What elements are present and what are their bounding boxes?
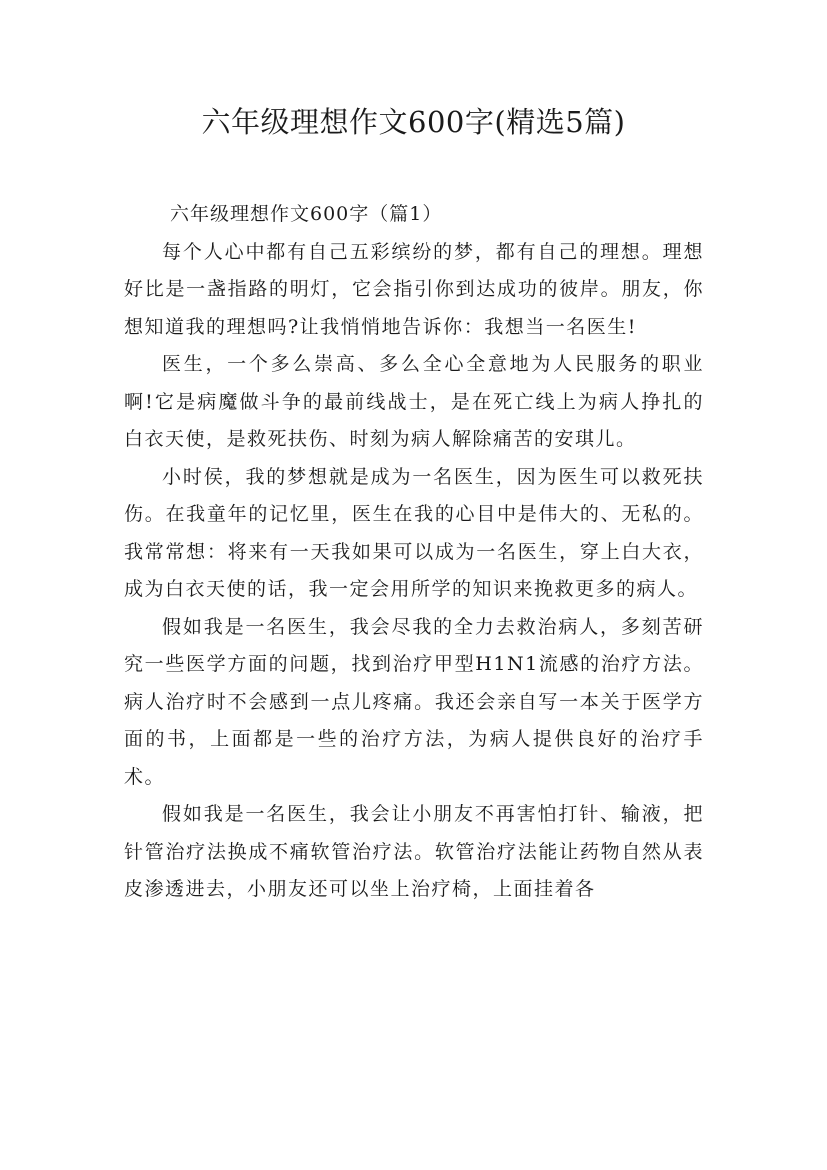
paragraph-2: 医生，一个多么崇高、多么全心全意地为人民服务的职业啊!它是病魔做斗争的最前线战士，是在死亡线上为病人挣扎的白衣天使，是救死扶伤、时刻为病人解除痛苦的安琪儿。 [124,353,704,450]
section-heading: 六年级理想作文600字（篇1） [170,203,443,225]
document-body [124,196,704,909]
paragraph-1: 每个人心中都有自己五彩缤纷的梦，都有自己的理想。理想好比是一盏指路的明灯，它会指引你到达成功的彼岸。朋友，你想知道我的理想吗?让我悄悄地告诉你：我想当一名医生! [124,240,704,338]
document-title: 六年级理想作文600字(精选5篇) [201,105,626,139]
paragraph-4: 假如我是一名医生，我会尽我的全力去救治病人，多刻苦研究一些医学方面的问题，找到治疗甲型H1N1流感的治疗方法。病人治疗时不会感到一点儿疼痛。我还会亲自写一本关于医学方面的书，上面都是一些的治疗方法，为病人提供良好的治疗手术。 [124,615,704,788]
paragraph-3: 小时侯，我的梦想就是成为一名医生，因为医生可以救死扶伤。在我童年的记忆里，医生在我的心目中是伟大的、无私的。我常常想：将来有一天我如果可以成为一名医生，穿上白大衣，成为白衣天使的话，我一定会用所学的知识来挽救更多的病人。 [124,465,704,600]
paragraph-5: 假如我是一名医生，我会让小朋友不再害怕打针、输液，把针管治疗法换成不痛软管治疗法。软管治疗法能让药物自然从表皮渗透进去，小朋友还可以坐上治疗椅，上面挂着各 [124,803,704,900]
